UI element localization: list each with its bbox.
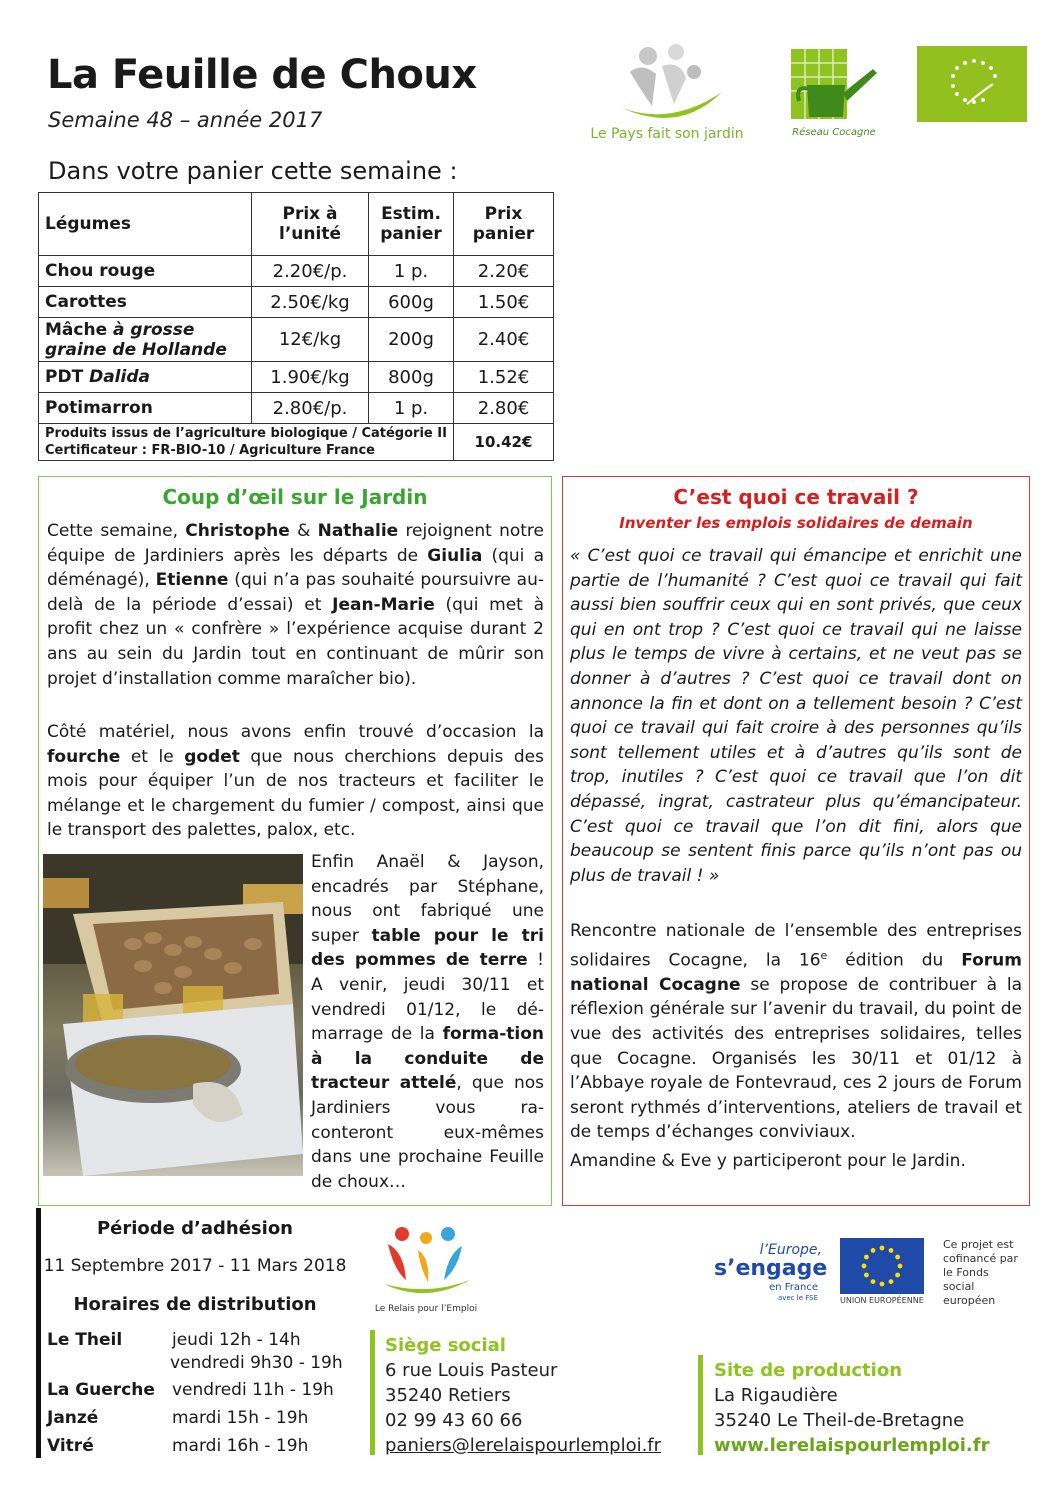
schedule-time: jeudi 12h - 14h (172, 1330, 301, 1350)
site-address-line-1: La Rigaudière (714, 1385, 838, 1406)
vegetable-name: Chou rouge (39, 256, 252, 287)
europe-logo-fse: avec le FSE (777, 1294, 818, 1302)
relais-logo-caption: Le Relais pour l’Emploi (374, 1304, 478, 1314)
page-subtitle: Semaine 48 – année 2017 (48, 108, 323, 132)
table-footer-row (39, 424, 554, 461)
siege-title: Siège social (385, 1335, 506, 1356)
basket-price: 2.80€ (454, 393, 554, 424)
europe-logo-top: l’Europe, (759, 1242, 822, 1258)
eu-flag-caption: UNION EUROPÉENNE (840, 1296, 924, 1305)
site-title: Site de production (714, 1360, 903, 1381)
estimate: 1 p. (369, 256, 454, 287)
table-row (39, 318, 554, 362)
emphasis-text: Nathalie (317, 521, 399, 541)
adhesion-title: Période d’adhésion (96, 1218, 293, 1239)
column-header: Estim. panier (369, 193, 454, 256)
eu-flag-icon (840, 1238, 924, 1294)
schedule-place: Le Theil (47, 1330, 123, 1350)
work-paragraph-1: Rencontre nationale de l’ensemble des entreprises solidaires Cocagne, la 16e édition du Forum national Cocagne se propose de contribuer à la réflexion générale sur l’avenir du travail, du point de vue des activités des entreprises solidaires, telles que Cocagne. Organisés les 30/11 et 01/12 à l’Abbaye royale de Fontevraud, ces 2 jours de Forum seront rythmés d’interventions, ateliers de travail et de temps d’échanges conviviaux. (570, 921, 1022, 1143)
siege-phone: 02 99 43 60 66 (385, 1410, 523, 1431)
emphasis-text: forma-tion à la conduite de tracteur attelé (311, 1024, 544, 1094)
certification-line-1: Produits issus de l’agriculture biologique / Catégorie II (45, 426, 447, 441)
table-row (39, 362, 554, 393)
cocagne-logo-caption: Réseau Cocagne (792, 127, 876, 138)
garden-title: Coup d’œil sur le Jardin (162, 485, 428, 509)
europe-engage-logo (712, 1242, 828, 1304)
column-header: Légumes (39, 193, 252, 256)
adhesion-dates: 11 Septembre 2017 - 11 Mars 2018 (43, 1256, 347, 1276)
emphasis-text: Giulia (427, 545, 483, 566)
schedule-time: vendredi 9h30 - 19h (170, 1353, 343, 1373)
unit-price: 2.20€/p. (252, 256, 369, 287)
basket-total: 10.42€ (454, 424, 554, 461)
schedule-time: mardi 16h - 19h (172, 1436, 309, 1456)
vegetable-name (39, 362, 252, 393)
page-title: La Feuille de Choux (47, 52, 477, 98)
garden-section (38, 476, 552, 1206)
schedule-time: mardi 15h - 19h (172, 1408, 309, 1428)
reseau-cocagne-logo (785, 45, 883, 145)
garden-paragraph-3: Enfin Anaël & Jayson, encadrés par Stéphane, nous ont fabriqué une super table pour le tri des pommes de terre ! A venir, jeudi 30/11 et vendredi 01/12, le dé-marrage de la forma-tion à la conduite de tracteur attelé, que nos Jardiniers vous ra-conteront eux-mêmes dans une prochaine Feuille de choux… (311, 852, 544, 1192)
siege-address-line-1: 6 rue Louis Pasteur (385, 1360, 558, 1381)
unit-price: 12€/kg (252, 318, 369, 362)
relais-pour-emploi-logo (374, 1224, 478, 1314)
basket-price: 2.20€ (454, 256, 554, 287)
europe-logo-sub: en France (769, 1282, 818, 1293)
work-subtitle: Inventer les emplois solidaires de demain (619, 514, 973, 532)
certification-note (39, 424, 454, 461)
site-address-line-2: 35240 Le Theil-de-Bretagne (714, 1410, 965, 1431)
basket-heading: Dans votre panier cette semaine : (48, 157, 458, 185)
vegetable-name: Potimarron (39, 393, 252, 424)
schedule-place: La Guerche (47, 1380, 155, 1400)
table-header-row (39, 193, 554, 256)
basket-table (38, 192, 554, 461)
vegetable-name: Carottes (39, 287, 252, 318)
garden-paragraph-2: Côté matériel, nous avons enfin trouvé d’occasion la fourche et le godet que nous cherchions depuis des mois pour équiper l’un de nos tracteurs et faciliter le mélange et le chargement du fumier / compost, ainsi que le transport des palettes, palox, etc. (47, 722, 544, 841)
pays-fait-son-jardin-logo (582, 42, 752, 147)
unit-price: 1.90€/kg (252, 362, 369, 393)
estimate: 1 p. (369, 393, 454, 424)
superscript-text: e (820, 948, 828, 962)
table-row (39, 256, 554, 287)
vegetable-name-variety: à grosse graine de Hollande (45, 319, 227, 360)
vegetable-name-plain: Mâche (45, 319, 114, 340)
table-row (39, 287, 554, 318)
schedule-place: Janzé (47, 1408, 99, 1428)
schedule-place: Vitré (47, 1436, 94, 1456)
garden-paragraph-1: Cette semaine, Christophe & Nathalie rejoignent notre équipe de Jardiniers après les départs de Giulia (qui a déménagé), Etienne (qui n’a pas souhaité poursuivre au-delà de la période d’essai) et Jean-Marie (qui met à profit chez un « confrère » l’expérience acquise durant 2 ans au sein du Jardin tout en continuant de mûrir son projet d’installation comme maraîcher bio). (47, 521, 545, 689)
emphasis-text: fourche (47, 746, 121, 767)
work-quote: « C’est quoi ce travail qui émancipe et enrichit une partie de l’humanité ? C’est quoi ce travail qui fait aussi bien souffrir ceux qui en sont privés, que ceux qui en ont trop ? C’est quoi ce travail qui ne laisse plus le temps de vivre à certains, et ne veut pas se donner à d’autres ? C’est quoi ce travail dont on annonce la fin et dont on a tellement besoin ? C’est quoi ce travail qui fait croire à des personnes qu’ils sont tellement utiles et à d’autres qu’ils sont de trop, inutiles ? C’est quoi ce travail que l’on dit dépassé, ingrat, castrateur plus qu’émancipateur. C’est quoi ce travail que l’on dit fini, alors que beaucoup se sentent finis parce qu’ils n’ont pas ou plus de travail ! » (570, 546, 1022, 886)
basket-price: 1.52€ (454, 362, 554, 393)
emphasis-text: Etienne (155, 570, 229, 591)
estimate: 200g (369, 318, 454, 362)
vegetable-name-plain: PDT (45, 367, 90, 387)
unit-price: 2.50€/kg (252, 287, 369, 318)
work-section (562, 476, 1030, 1206)
emphasis-text: table pour le tri des pommes de terre (311, 925, 544, 971)
column-header: Prix panier (454, 193, 554, 256)
table-row (39, 393, 554, 424)
column-header: Prix à l’unité (252, 193, 369, 256)
estimate: 600g (369, 287, 454, 318)
emphasis-text: Forum national Cocagne (570, 950, 1022, 995)
footer-divider-bar (36, 1208, 41, 1458)
certification-line-2: Certificateur : FR-BIO-10 / Agriculture France (45, 443, 375, 458)
europe-logo-main: s’engage (714, 1256, 828, 1281)
pays-logo-caption: Le Pays fait son jardin (590, 126, 744, 142)
work-title: C’est quoi ce travail ? (673, 485, 919, 509)
hours-title: Horaires de distribution (73, 1294, 317, 1315)
vegetable-name-variety: Dalida (89, 367, 150, 387)
schedule-time: vendredi 11h - 19h (172, 1380, 334, 1400)
site-divider-bar (698, 1355, 703, 1455)
estimate: 800g (369, 362, 454, 393)
website-link[interactable]: www.lerelaispourlemploi.fr (714, 1435, 990, 1456)
vegetable-name (39, 318, 252, 362)
siege-address-line-2: 35240 Retiers (385, 1385, 511, 1406)
unit-price: 2.80€/p. (252, 393, 369, 424)
emphasis-text: godet (184, 746, 240, 767)
emphasis-text: Christophe (185, 521, 290, 541)
siege-divider-bar (370, 1330, 375, 1455)
emphasis-text: Jean-Marie (332, 594, 435, 615)
potato-sorting-table-photo (43, 854, 303, 1176)
esf-funding-note: Ce projet est cofinancé par le Fonds social européen (943, 1238, 1018, 1307)
basket-price: 2.40€ (454, 318, 554, 362)
siege-email-link[interactable]: paniers@lerelaispourlemploi.fr (385, 1435, 662, 1456)
eu-organic-logo (917, 46, 1027, 122)
basket-price: 1.50€ (454, 287, 554, 318)
work-paragraph-2: Amandine & Eve y participeront pour le Jardin. (570, 1151, 966, 1171)
